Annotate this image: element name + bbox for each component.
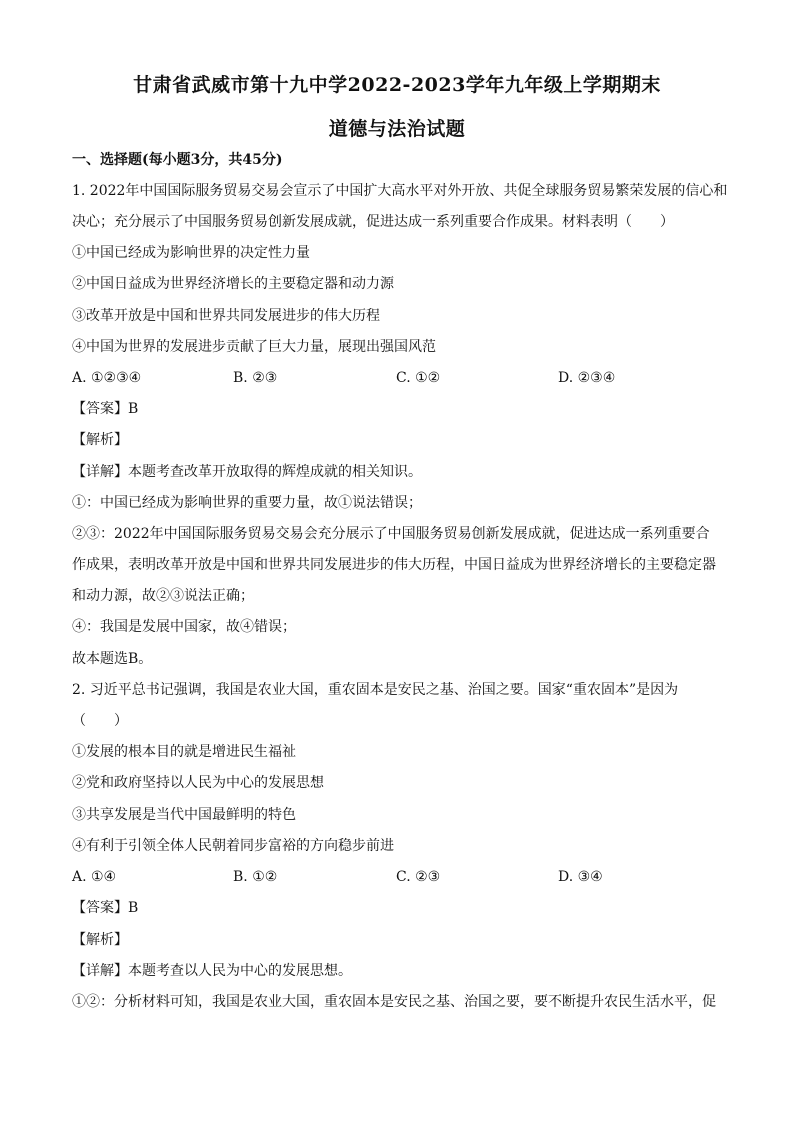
- q2-statement-1: ①发展的根本目的就是增进民生福祉: [72, 744, 296, 760]
- q2-option-c: C. ②③: [396, 869, 441, 885]
- q1-stem-line1: 1. 2022年中国国际服务贸易交易会宣示了中国扩大高水平对外开放、共促全球服务贸易繁荣发展的信心和: [72, 183, 728, 199]
- section-heading: 一、选择题(每小题3分，共45分): [72, 152, 283, 168]
- q1-statement-2: ②中国日益成为世界经济增长的主要稳定器和动力源: [72, 276, 394, 292]
- q1-explanation-2b: 作成果，表明改革开放是中国和世界共同发展进步的伟大历程，中国日益成为世界经济增长的主要稳定器: [72, 557, 716, 573]
- q1-detail: 【详解】本题考查改革开放取得的辉煌成就的相关知识。: [72, 464, 422, 480]
- q2-statement-3: ③共享发展是当代中国最鲜明的特色: [72, 807, 296, 823]
- q1-stem-line2: 决心；充分展示了中国服务贸易创新发展成就，促进达成一系列重要合作成果。材料表明（ ）: [72, 214, 674, 230]
- q2-analysis-label: 【解析】: [72, 932, 128, 948]
- q2-stem-line2: （ ）: [72, 713, 128, 729]
- q1-answer: 【答案】B: [72, 401, 139, 417]
- q1-conclusion: 故本题选B。: [72, 651, 153, 667]
- q1-analysis-label: 【解析】: [72, 432, 128, 448]
- q2-answer: 【答案】B: [72, 900, 139, 916]
- q2-detail: 【详解】本题考查以人民为中心的发展思想。: [72, 963, 352, 979]
- q1-option-c: C. ①②: [396, 370, 441, 386]
- q1-statement-1: ①中国已经成为影响世界的决定性力量: [72, 245, 310, 261]
- q1-option-b: B. ②③: [233, 370, 278, 386]
- q2-option-a: A. ①④: [72, 869, 117, 885]
- q2-explanation-1: ①②：分析材料可知，我国是农业大国，重农固本是安民之基、治国之要，要不断提升农民生活水平，促: [72, 994, 716, 1010]
- q1-option-d: D. ②③④: [558, 370, 616, 386]
- q2-option-d: D. ③④: [558, 869, 603, 885]
- q1-explanation-3: ④：我国是发展中国家，故④错误；: [72, 619, 296, 635]
- q2-option-b: B. ①②: [233, 869, 278, 885]
- q2-statement-4: ④有利于引领全体人民朝着同步富裕的方向稳步前进: [72, 838, 394, 854]
- q1-explanation-1: ①：中国已经成为影响世界的重要力量，故①说法错误；: [72, 495, 422, 511]
- q1-explanation-2a: ②③：2022年中国国际服务贸易交易会充分展示了中国服务贸易创新发展成就，促进达成一系列重要合: [72, 526, 710, 542]
- document-title: 甘肃省武威市第十九中学2022-2023学年九年级上学期期末: [133, 74, 661, 96]
- q1-explanation-2c: 和动力源，故②③说法正确；: [72, 588, 254, 604]
- q2-stem-line1: 2. 习近平总书记强调，我国是农业大国，重农固本是安民之基、治国之要。国家“重农固本”是因为: [72, 682, 679, 698]
- q2-statement-2: ②党和政府坚持以人民为中心的发展思想: [72, 775, 324, 791]
- q1-option-a: A. ①②③④: [72, 370, 142, 386]
- q1-statement-3: ③改革开放是中国和世界共同发展进步的伟大历程: [72, 308, 380, 324]
- q1-statement-4: ④中国为世界的发展进步贡献了巨大力量，展现出强国风范: [72, 339, 436, 355]
- document-subtitle: 道德与法治试题: [328, 118, 466, 140]
